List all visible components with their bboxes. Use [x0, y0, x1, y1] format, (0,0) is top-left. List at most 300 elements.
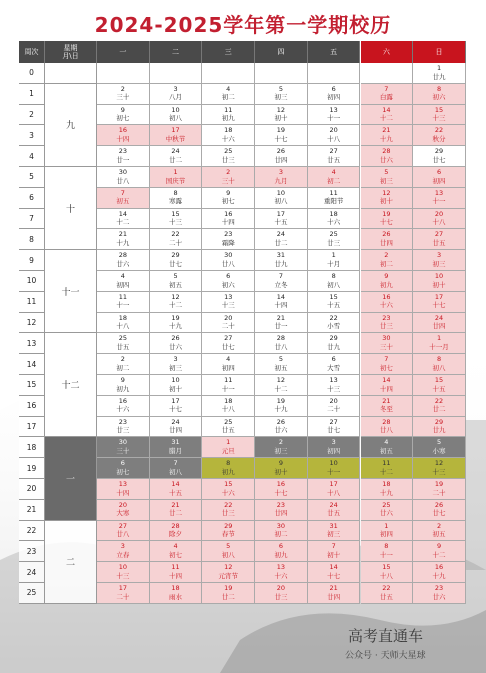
- day-number: 13: [329, 376, 338, 384]
- lunar-date: 元宵节: [218, 571, 238, 580]
- lunar-date: 腊月: [169, 446, 183, 455]
- day-cell: [413, 125, 466, 146]
- day-cell: [413, 313, 466, 334]
- day-number: 2: [226, 168, 231, 176]
- day-cell: [255, 105, 308, 126]
- day-number: 23: [118, 147, 127, 156]
- day-cell: [308, 105, 361, 126]
- day-cell: [97, 375, 150, 396]
- lunar-date: 廿八: [221, 259, 235, 268]
- day-cell: [150, 437, 203, 458]
- lunar-date: 初五: [274, 363, 288, 372]
- lunar-date: 二十: [116, 592, 130, 601]
- day-cell: [413, 229, 466, 250]
- lunar-date: 九月: [274, 176, 288, 185]
- day-cell: [413, 271, 466, 292]
- day-number: 11: [382, 459, 391, 468]
- day-cell: [97, 521, 150, 542]
- day-number: 20: [329, 396, 338, 405]
- day-number: 10: [171, 376, 180, 384]
- day-cell: [361, 250, 414, 271]
- lunar-date: 十九: [379, 134, 393, 143]
- day-number: 29: [329, 334, 338, 343]
- header-week: 周次: [19, 41, 45, 63]
- day-cell: [150, 500, 203, 521]
- day-cell: [150, 562, 203, 583]
- lunar-date: 初三: [169, 363, 183, 372]
- day-number: 29: [171, 251, 180, 260]
- lunar-date: 十四: [379, 384, 393, 393]
- day-number: 11: [329, 188, 338, 197]
- lunar-date: 中秋节: [165, 134, 186, 143]
- day-number: 30: [382, 334, 391, 343]
- lunar-date: 雨水: [169, 592, 183, 601]
- day-number: 1: [384, 521, 389, 530]
- day-cell: [202, 521, 255, 542]
- day-cell: [202, 437, 255, 458]
- day-cell: [361, 313, 414, 334]
- lunar-date: 初六: [221, 280, 235, 289]
- day-number: 11: [171, 563, 180, 572]
- day-cell: [361, 209, 414, 230]
- lunar-date: 廿三: [379, 322, 393, 331]
- day-cell: [97, 292, 150, 313]
- day-cell: [255, 417, 308, 438]
- month-label: 一: [45, 437, 97, 520]
- day-number: 5: [226, 542, 231, 551]
- day-cell: [202, 229, 255, 250]
- day-number: 12: [382, 188, 391, 197]
- day-number: 1: [226, 438, 231, 447]
- day-cell: [150, 250, 203, 271]
- week-number: 16: [19, 396, 45, 417]
- day-cell: [97, 313, 150, 334]
- lunar-date: 初七: [116, 114, 130, 123]
- day-cell: [150, 375, 203, 396]
- day-number: 9: [226, 188, 231, 197]
- day-number: 14: [171, 480, 180, 488]
- lunar-date: 廿七: [432, 155, 446, 164]
- day-cell: [308, 437, 361, 458]
- day-cell: [361, 437, 414, 458]
- day-number: 1: [436, 334, 442, 343]
- lunar-date: 初三: [432, 259, 446, 268]
- lunar-date: 小寒: [432, 446, 446, 455]
- day-cell: [255, 354, 308, 375]
- day-cell: [202, 500, 255, 521]
- lunar-date: 廿二: [169, 155, 183, 164]
- day-cell: [150, 63, 203, 84]
- day-number: 23: [434, 584, 444, 592]
- day-cell: [308, 354, 361, 375]
- day-cell: [255, 292, 308, 313]
- day-number: 2: [120, 84, 125, 93]
- day-number: 26: [276, 147, 286, 156]
- lunar-date: 十八: [221, 405, 235, 414]
- lunar-date: 廿四: [327, 592, 341, 601]
- day-number: 27: [224, 334, 233, 343]
- week-number: 22: [19, 521, 45, 542]
- day-number: 13: [224, 292, 233, 301]
- day-number: 5: [278, 355, 283, 364]
- day-cell: [413, 354, 466, 375]
- day-number: 22: [382, 584, 391, 592]
- day-cell: [413, 396, 466, 417]
- day-cell: [361, 84, 414, 105]
- header-day-5: 五: [308, 41, 361, 63]
- month-label: 九: [45, 84, 97, 167]
- lunar-date: 十三: [432, 467, 446, 476]
- day-number: 25: [382, 500, 391, 509]
- day-cell: [361, 583, 414, 604]
- lunar-date: 初二: [274, 530, 288, 539]
- day-cell: [97, 417, 150, 438]
- day-cell: [202, 250, 255, 271]
- calendar-title: 2024-2025学年第一学期校历: [94, 13, 392, 37]
- day-cell: [202, 479, 255, 500]
- lunar-date: 二十: [432, 488, 446, 497]
- day-number: 12: [276, 376, 286, 384]
- day-cell: [308, 479, 361, 500]
- day-number: 3: [173, 355, 178, 364]
- month-label-blank: [45, 63, 97, 84]
- day-number: 22: [434, 396, 444, 405]
- lunar-date: 初九: [274, 550, 288, 559]
- day-cell: [150, 396, 203, 417]
- day-cell: [202, 125, 255, 146]
- lunar-date: 十三: [221, 301, 235, 310]
- day-cell: [308, 583, 361, 604]
- lunar-date: 十一: [379, 550, 393, 559]
- day-number: 15: [434, 105, 444, 114]
- day-cell: [361, 167, 414, 188]
- day-number: 4: [226, 355, 231, 364]
- month-label: 十: [45, 167, 97, 250]
- day-number: 10: [118, 563, 127, 572]
- lunar-date: 十六: [327, 218, 341, 227]
- lunar-date: 小雪: [327, 322, 341, 331]
- lunar-date: 大雪: [327, 363, 341, 372]
- lunar-date: 初三: [274, 446, 288, 455]
- day-cell: [361, 562, 414, 583]
- day-number: 7: [120, 188, 125, 197]
- day-cell: [202, 562, 255, 583]
- day-cell: [97, 333, 150, 354]
- lunar-date: 十六: [379, 301, 393, 310]
- lunar-date: 廿四: [274, 509, 288, 518]
- lunar-date: 十二: [116, 218, 130, 227]
- day-cell: [361, 396, 414, 417]
- day-number: 25: [118, 334, 127, 343]
- day-cell: [361, 229, 414, 250]
- day-number: 20: [434, 209, 444, 218]
- lunar-date: 廿二: [169, 509, 183, 518]
- day-number: 31: [329, 521, 338, 530]
- lunar-date: 初三: [274, 93, 288, 102]
- lunar-date: 廿八: [116, 176, 130, 185]
- lunar-date: 廿二: [221, 592, 235, 601]
- lunar-date: 十二: [379, 467, 393, 476]
- day-number: 18: [224, 126, 233, 135]
- week-number: 15: [19, 375, 45, 396]
- day-number: 23: [224, 230, 233, 239]
- week-number: 17: [19, 417, 45, 438]
- day-number: 22: [171, 230, 180, 239]
- day-number: 15: [329, 292, 338, 301]
- lunar-date: 立冬: [274, 280, 288, 289]
- lunar-date: 十五: [432, 384, 446, 393]
- week-number: 21: [19, 500, 45, 521]
- day-cell: [308, 562, 361, 583]
- lunar-date: 初十: [274, 467, 288, 476]
- day-cell: [97, 84, 150, 105]
- day-number: 18: [118, 313, 127, 322]
- day-cell: [413, 417, 466, 438]
- lunar-date: 二十: [169, 238, 183, 247]
- week-number: 20: [19, 479, 45, 500]
- day-number: 10: [171, 105, 180, 114]
- day-number: 8: [331, 272, 336, 280]
- day-number: 21: [382, 396, 391, 405]
- lunar-date: 十五: [327, 301, 341, 310]
- day-number: 9: [384, 272, 389, 280]
- lunar-date: 初四: [116, 280, 130, 289]
- day-cell: [202, 167, 255, 188]
- lunar-date: 十一: [116, 301, 130, 310]
- day-cell: [150, 84, 203, 105]
- day-number: 8: [226, 459, 231, 468]
- week-number: 11: [19, 292, 45, 313]
- day-cell: [150, 292, 203, 313]
- day-cell: [413, 105, 466, 126]
- day-number: 8: [384, 542, 389, 551]
- day-number: 11: [224, 376, 233, 384]
- week-number: 2: [19, 105, 45, 126]
- week-number: 25: [19, 583, 45, 604]
- day-number: 30: [118, 438, 127, 447]
- day-cell: [97, 105, 150, 126]
- day-cell: [97, 562, 150, 583]
- day-cell: [308, 375, 361, 396]
- day-cell: [361, 541, 414, 562]
- day-cell: [150, 521, 203, 542]
- lunar-date: 廿三: [221, 155, 235, 164]
- lunar-date: 白露: [379, 93, 393, 102]
- day-number: 1: [331, 251, 336, 260]
- day-number: 11: [224, 105, 233, 114]
- day-number: 16: [118, 396, 127, 405]
- day-number: 9: [120, 105, 125, 114]
- lunar-date: 初六: [432, 93, 446, 102]
- day-cell: [202, 396, 255, 417]
- day-cell: [361, 354, 414, 375]
- day-cell: [308, 333, 361, 354]
- day-cell: [308, 417, 361, 438]
- day-number: 27: [329, 417, 338, 426]
- day-number: 12: [276, 105, 286, 114]
- day-number: 15: [434, 376, 444, 384]
- lunar-date: 廿六: [169, 342, 183, 351]
- lunar-date: 廿五: [327, 155, 341, 164]
- day-cell: [413, 333, 466, 354]
- lunar-date: 初五: [432, 530, 446, 539]
- header-day-7: 日: [413, 41, 466, 63]
- day-number: 6: [120, 459, 125, 468]
- day-cell: [308, 209, 361, 230]
- lunar-date: 十七: [327, 571, 341, 580]
- lunar-date: 初七: [379, 363, 393, 372]
- day-number: 29: [224, 521, 233, 530]
- week-number: 6: [19, 188, 45, 209]
- day-cell: [308, 188, 361, 209]
- day-cell: [308, 63, 361, 84]
- day-cell: [308, 458, 361, 479]
- day-cell: [361, 458, 414, 479]
- lunar-date: 霜降: [221, 238, 235, 247]
- lunar-date: 十四: [169, 571, 183, 580]
- day-number: 6: [331, 84, 336, 93]
- lunar-date: 廿九: [432, 426, 446, 435]
- lunar-date: 初七: [116, 467, 130, 476]
- day-number: 25: [329, 230, 338, 239]
- lunar-date: 廿二: [432, 405, 446, 414]
- header-day-2: 二: [150, 41, 203, 63]
- day-number: 19: [276, 126, 286, 135]
- day-cell: [150, 271, 203, 292]
- day-cell: [255, 209, 308, 230]
- lunar-date: 初九: [221, 467, 235, 476]
- day-cell: [413, 458, 466, 479]
- day-number: 9: [278, 459, 283, 468]
- lunar-date: 三十: [116, 93, 130, 102]
- week-number: 24: [19, 562, 45, 583]
- day-cell: [361, 125, 414, 146]
- lunar-date: 十二: [379, 114, 393, 123]
- lunar-date: 初十: [379, 197, 393, 206]
- day-cell: [150, 125, 203, 146]
- day-cell: [255, 500, 308, 521]
- day-number: 23: [382, 313, 391, 322]
- day-number: 3: [173, 84, 178, 93]
- lunar-date: 十一: [432, 197, 446, 206]
- lunar-date: 初八: [169, 467, 183, 476]
- day-number: 20: [224, 313, 233, 322]
- school-calendar-table: [19, 41, 447, 603]
- day-number: 4: [384, 438, 389, 447]
- day-cell: [308, 229, 361, 250]
- day-number: 12: [224, 563, 233, 572]
- day-number: 17: [118, 584, 127, 592]
- day-number: 19: [382, 209, 391, 218]
- day-number: 7: [173, 459, 178, 468]
- day-cell: [413, 375, 466, 396]
- day-number: 15: [382, 563, 391, 572]
- day-number: 16: [224, 209, 233, 218]
- day-cell: [255, 541, 308, 562]
- day-cell: [97, 271, 150, 292]
- lunar-date: 廿九: [327, 342, 341, 351]
- day-number: 27: [329, 147, 338, 156]
- header-day-6: 六: [361, 41, 414, 63]
- day-cell: [150, 229, 203, 250]
- lunar-date: 十二: [432, 550, 446, 559]
- lunar-date: 十六: [221, 488, 235, 497]
- lunar-date: 初九: [379, 280, 393, 289]
- lunar-date: 廿四: [432, 322, 446, 331]
- lunar-date: 初五: [116, 197, 130, 206]
- day-number: 19: [276, 396, 286, 405]
- day-cell: [413, 583, 466, 604]
- lunar-date: 初十: [327, 550, 341, 559]
- day-cell: [202, 84, 255, 105]
- day-number: 4: [173, 542, 178, 551]
- day-number: 8: [173, 188, 178, 197]
- day-number: 17: [329, 480, 338, 488]
- day-number: 24: [171, 417, 180, 426]
- day-number: 2: [436, 521, 442, 530]
- day-cell: [202, 188, 255, 209]
- day-number: 8: [436, 84, 442, 93]
- day-number: 7: [331, 542, 336, 551]
- day-number: 22: [224, 500, 233, 509]
- lunar-date: 廿五: [221, 426, 235, 435]
- day-number: 19: [224, 584, 233, 592]
- lunar-date: 十六: [221, 134, 235, 143]
- day-number: 20: [276, 584, 286, 592]
- lunar-date: 初二: [116, 363, 130, 372]
- lunar-date: 廿六: [274, 426, 288, 435]
- lunar-date: 重阳节: [323, 197, 344, 206]
- day-number: 15: [171, 209, 180, 218]
- lunar-date: 廿九: [274, 259, 288, 268]
- week-number: 5: [19, 167, 45, 188]
- day-cell: [308, 84, 361, 105]
- day-number: 5: [436, 438, 442, 447]
- day-number: 21: [329, 584, 338, 592]
- day-cell: [97, 583, 150, 604]
- day-number: 6: [331, 355, 336, 364]
- day-cell: [97, 541, 150, 562]
- lunar-date: 大寒: [116, 509, 130, 518]
- lunar-date: 十九: [379, 488, 393, 497]
- lunar-date: 初九: [221, 114, 235, 123]
- day-cell: [255, 250, 308, 271]
- day-cell: [413, 437, 466, 458]
- lunar-date: 廿六: [379, 509, 393, 518]
- lunar-date: 除夕: [169, 530, 183, 539]
- day-number: 7: [384, 84, 389, 93]
- day-cell: [255, 125, 308, 146]
- lunar-date: 十三: [116, 571, 130, 580]
- day-number: 30: [276, 521, 286, 530]
- day-cell: [308, 396, 361, 417]
- lunar-date: 十一: [221, 384, 235, 393]
- lunar-date: 廿六: [379, 155, 393, 164]
- lunar-date: 寒露: [169, 197, 183, 206]
- month-label: 十二: [45, 333, 97, 437]
- day-cell: [97, 354, 150, 375]
- day-number: 19: [171, 313, 180, 322]
- week-number: 3: [19, 125, 45, 146]
- day-cell: [308, 250, 361, 271]
- day-number: 12: [171, 292, 180, 301]
- day-cell: [308, 271, 361, 292]
- lunar-date: 廿八: [274, 342, 288, 351]
- day-number: 13: [118, 480, 127, 488]
- day-cell: [97, 500, 150, 521]
- lunar-date: 廿九: [432, 72, 446, 81]
- lunar-date: 三十: [116, 446, 130, 455]
